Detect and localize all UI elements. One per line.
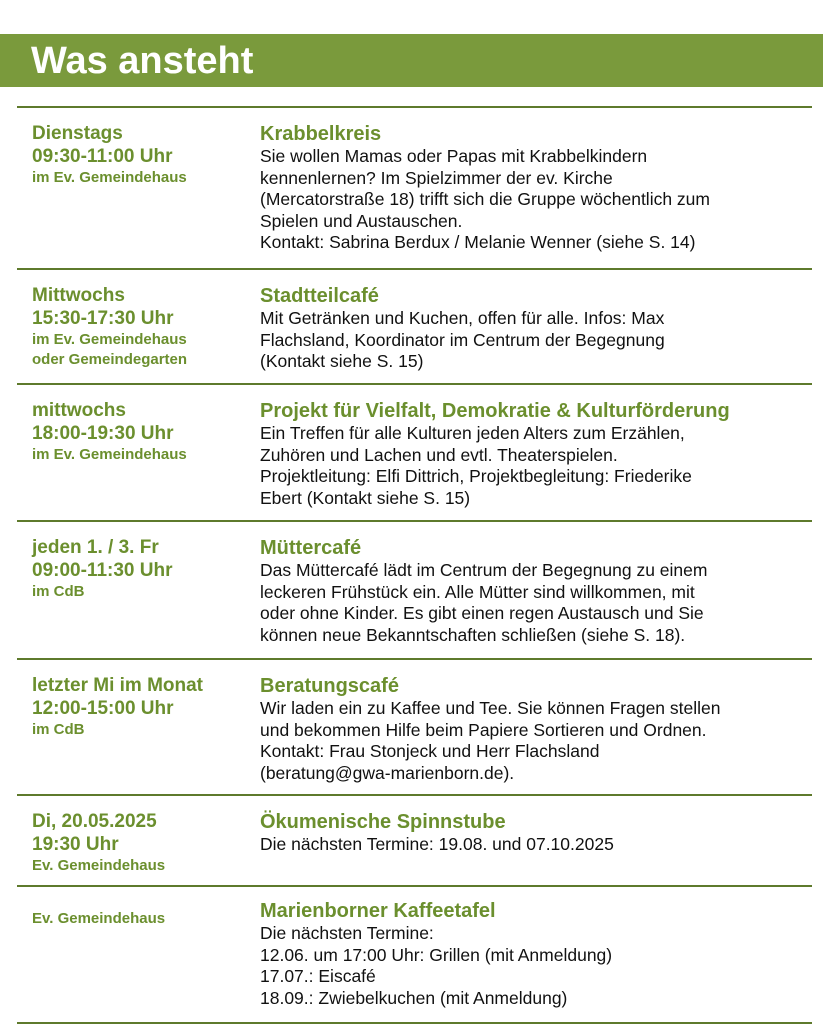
event-description-line: Projektleitung: Elfi Dittrich, Projektbegleitung: Friederike xyxy=(260,466,692,486)
event-row xyxy=(17,270,812,385)
event-schedule xyxy=(17,284,260,377)
event-title: Krabbelkreis xyxy=(260,123,382,145)
event-details xyxy=(260,674,812,788)
event-description-line: Wir laden ein zu Kaffee und Tee. Sie können Fragen stellen xyxy=(260,698,721,718)
event-day: jeden 1. / 3. Fr xyxy=(32,537,159,558)
event-description-line: 18.09.: Zwiebelkuchen (mit Anmeldung) xyxy=(260,987,568,1008)
event-time: 19:30 Uhr xyxy=(32,834,119,855)
event-schedule xyxy=(17,810,260,879)
event-title: Stadtteilcafé xyxy=(260,285,379,307)
event-description-line: oder ohne Kinder. Es gibt einen regen Austausch und Sie xyxy=(260,603,704,623)
event-place: im Ev. Gemeindehaus xyxy=(32,331,187,348)
event-day: Mittwochs xyxy=(32,285,125,306)
event-description-line: kennenlernen? Im Spielzimmer der ev. Kirche xyxy=(260,167,613,188)
event-title: Müttercafé xyxy=(260,537,362,559)
event-title: Beratungscafé xyxy=(260,675,399,697)
event-schedule xyxy=(17,399,260,514)
event-description-line: 17.07.: Eiscafé xyxy=(260,966,376,986)
event-day: letzter Mi im Monat xyxy=(32,675,204,696)
event-place: im CdB xyxy=(32,583,85,600)
event-description-line: können neue Bekanntschaften schließen (siehe S. 18). xyxy=(260,624,686,645)
event-row xyxy=(17,660,812,796)
event-details xyxy=(260,122,812,262)
event-details xyxy=(260,284,812,377)
event-row xyxy=(17,796,812,887)
event-details xyxy=(260,536,812,652)
event-description-line: leckeren Frühstück ein. Alle Mütter sind willkommen, mit xyxy=(260,581,695,602)
event-description-line: Mit Getränken und Kuchen, offen für alle. Infos: Max xyxy=(260,308,665,328)
event-title: Projekt für Vielfalt, Demokratie & Kulturförderung xyxy=(260,400,730,422)
event-details xyxy=(260,810,812,879)
event-time: 15:30-17:30 Uhr xyxy=(32,308,174,329)
event-schedule xyxy=(17,674,260,788)
event-description-line: Flachsland, Koordinator im Centrum der Begegnung xyxy=(260,329,665,350)
event-description-line: Kontakt: Frau Stonjeck und Herr Flachsland xyxy=(260,741,600,761)
event-description-line: Spielen und Austauschen. xyxy=(260,210,463,231)
event-place: Ev. Gemeindehaus xyxy=(32,910,166,927)
event-day: mittwochs xyxy=(32,400,126,421)
event-day: Di, 20.05.2025 xyxy=(32,811,157,832)
event-row xyxy=(17,385,812,522)
event-description-line: Kontakt: Sabrina Berdux / Melanie Wenner (siehe S. 14) xyxy=(260,232,696,252)
section-banner xyxy=(0,34,823,87)
event-description-line: Ein Treffen für alle Kulturen jeden Alters zum Erzählen, xyxy=(260,423,685,443)
event-row xyxy=(17,522,812,660)
event-title: Marienborner Kaffeetafel xyxy=(260,900,496,922)
event-day: Dienstags xyxy=(32,123,123,144)
page-title: Was ansteht xyxy=(31,40,254,82)
event-time: 18:00-19:30 Uhr xyxy=(32,423,174,444)
event-schedule xyxy=(17,536,260,652)
event-time: 09:00-11:30 Uhr xyxy=(32,560,173,581)
event-description-line: (beratung@gwa-marienborn.de). xyxy=(260,762,515,783)
event-list xyxy=(17,106,812,1024)
event-description-line: 12.06. um 17:00 Uhr: Grillen (mit Anmeldung) xyxy=(260,944,613,965)
event-details xyxy=(260,899,812,1016)
event-time: 12:00-15:00 Uhr xyxy=(32,698,174,719)
event-place: Ev. Gemeindehaus xyxy=(32,857,166,874)
event-description-line: Die nächsten Termine: 19.08. und 07.10.2025 xyxy=(260,834,614,854)
event-place: im Ev. Gemeindehaus xyxy=(32,446,187,463)
event-title: Ökumenische Spinnstube xyxy=(260,811,506,833)
event-description-line: Ebert (Kontakt siehe S. 15) xyxy=(260,487,471,508)
event-description-line: (Mercatorstraße 18) trifft sich die Gruppe wöchentlich zum xyxy=(260,189,710,209)
event-description-line: Sie wollen Mamas oder Papas mit Krabbelkindern xyxy=(260,146,648,166)
event-description-line: Das Müttercafé lädt im Centrum der Begegnung zu einem xyxy=(260,560,708,580)
event-row xyxy=(17,108,812,270)
event-description-line: Zuhören und Lachen und evtl. Theaterspielen. xyxy=(260,444,618,465)
event-description-line: Die nächsten Termine: xyxy=(260,923,434,943)
event-time: 09:30-11:00 Uhr xyxy=(32,146,173,167)
event-description-line: und bekommen Hilfe beim Papiere Sortieren und Ordnen. xyxy=(260,719,707,740)
event-description-line: (Kontakt siehe S. 15) xyxy=(260,351,424,371)
event-schedule xyxy=(17,122,260,262)
event-place: im Ev. Gemeindehaus xyxy=(32,169,187,186)
event-details xyxy=(260,399,812,514)
event-schedule xyxy=(17,899,260,1016)
event-place: im CdB xyxy=(32,721,85,738)
event-row xyxy=(17,887,812,1024)
event-place: oder Gemeindegarten xyxy=(32,351,188,368)
